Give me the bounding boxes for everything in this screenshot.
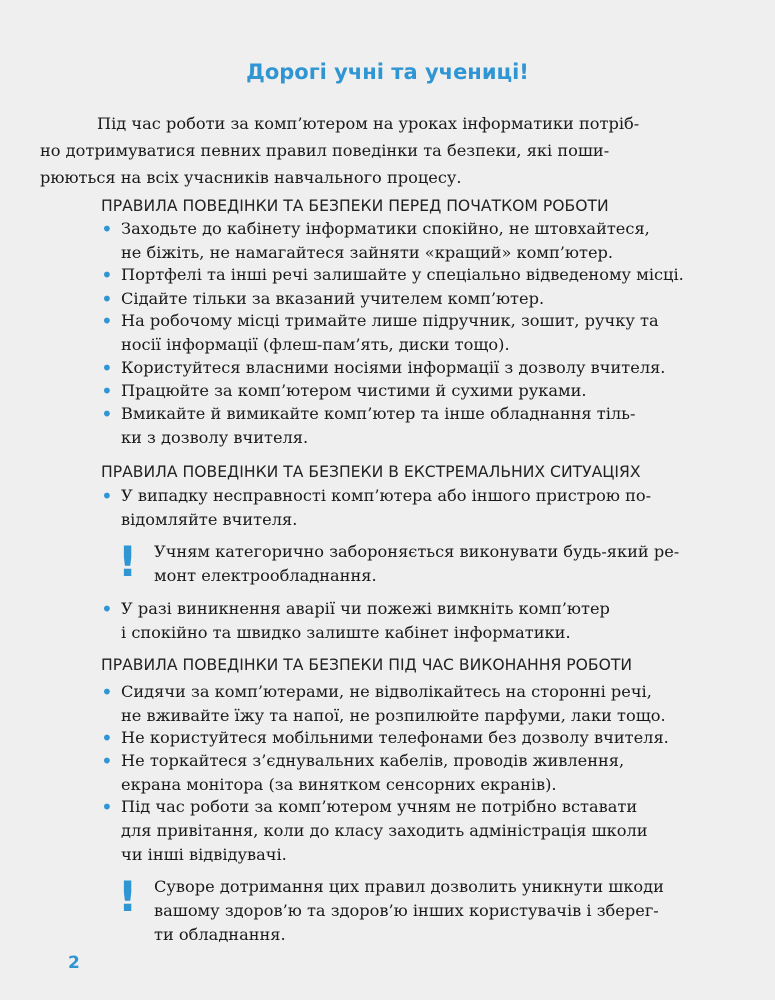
rule-line: У випадку несправності комп’ютера або іншого пристрою по- bbox=[121, 486, 652, 505]
rule-text bbox=[121, 263, 684, 287]
rule-text bbox=[121, 356, 665, 380]
rule-text bbox=[121, 287, 544, 311]
rule-line: для привітання, коли до класу заходить адміністрація школи bbox=[121, 821, 648, 840]
rule-line: На робочому місці тримайте лише підручник, зошит, ручку та bbox=[121, 311, 659, 330]
bullet-icon: • bbox=[101, 402, 113, 426]
section-heading-before-work: ПРАВИЛА ПОВЕДІНКИ ТА БЕЗПЕКИ ПЕРЕД ПОЧАТКОМ РОБОТИ bbox=[101, 197, 609, 215]
rule-line: Заходьте до кабінету інформатики спокійно, не штовхайтеся, bbox=[121, 219, 650, 238]
rule-line: Під час роботи за комп’ютером учням не потрібно вставати bbox=[121, 797, 638, 816]
warning-line: ти обладнання. bbox=[154, 925, 286, 944]
exclamation-icon: ! bbox=[118, 537, 138, 586]
rule-line: Працюйте за комп’ютером чистими й сухими руками. bbox=[121, 381, 587, 400]
rule-text bbox=[121, 309, 659, 357]
rule-text bbox=[121, 484, 651, 532]
bullet-icon: • bbox=[101, 217, 113, 241]
bullet-icon: • bbox=[101, 263, 113, 287]
rule-text bbox=[121, 217, 650, 265]
intro-line: рюються на всіх учасників навчального процесу. bbox=[40, 168, 462, 187]
bullet-icon: • bbox=[101, 680, 113, 704]
rule-text bbox=[121, 597, 610, 645]
warning-text bbox=[154, 875, 664, 947]
rule-line: Користуйтеся власними носіями інформації з дозволу вчителя. bbox=[121, 358, 666, 377]
bullet-icon: • bbox=[101, 309, 113, 333]
warning-line: вашому здоров’ю та здоров’ю інших користувачів і зберег- bbox=[154, 901, 659, 920]
rule-line: ки з дозволу вчителя. bbox=[121, 428, 309, 447]
rule-text bbox=[121, 795, 648, 867]
rule-line: У разі виникнення аварії чи пожежі вимкніть комп’ютер bbox=[121, 599, 610, 618]
rule-line: Сидячи за комп’ютерами, не відволікайтесь на сторонні речі, bbox=[121, 682, 652, 701]
section-heading-during-work: ПРАВИЛА ПОВЕДІНКИ ТА БЕЗПЕКИ ПІД ЧАС ВИКОНАННЯ РОБОТИ bbox=[101, 656, 633, 674]
rule-text bbox=[121, 726, 669, 750]
rule-text bbox=[121, 379, 587, 403]
rule-line: відомляйте вчителя. bbox=[121, 510, 298, 529]
rule-text bbox=[121, 680, 666, 728]
rule-line: Портфелі та інші речі залишайте у спеціально відведеному місці. bbox=[121, 265, 684, 284]
rule-line: не біжіть, не намагайтеся зайняти «кращий» комп’ютер. bbox=[121, 243, 614, 262]
rule-line: чи інші відвідувачі. bbox=[121, 845, 287, 864]
rule-line: Сідайте тільки за вказаний учителем комп’ютер. bbox=[121, 289, 545, 308]
bullet-icon: • bbox=[101, 726, 113, 750]
bullet-icon: • bbox=[101, 379, 113, 403]
section-heading-emergency: ПРАВИЛА ПОВЕДІНКИ ТА БЕЗПЕКИ В ЕКСТРЕМАЛЬНИХ СИТУАЦІЯХ bbox=[101, 463, 641, 481]
intro-line: но дотримуватися певних правил поведінки та безпеки, які поши- bbox=[40, 141, 610, 160]
rule-line: не вживайте їжу та напої, не розпилюйте парфуми, лаки тощо. bbox=[121, 706, 666, 725]
rule-text bbox=[121, 749, 624, 797]
bullet-icon: • bbox=[101, 484, 113, 508]
intro-line: Під час роботи за комп’ютером на уроках інформатики потріб- bbox=[97, 114, 640, 133]
rule-line: екрана монітора (за винятком сенсорних екранів). bbox=[121, 775, 557, 794]
page-title: Дорогі учні та учениці! bbox=[246, 60, 529, 84]
warning-line: Суворе дотримання цих правил дозволить уникнути шкоди bbox=[154, 877, 664, 896]
rule-line: Не торкайтеся з’єднувальних кабелів, проводів живлення, bbox=[121, 751, 625, 770]
bullet-icon: • bbox=[101, 749, 113, 773]
rule-line: носії інформації (флеш-пам’ять, диски тощо). bbox=[121, 335, 510, 354]
page-number: 2 bbox=[68, 953, 80, 973]
exclamation-icon: ! bbox=[118, 872, 138, 921]
bullet-icon: • bbox=[101, 795, 113, 819]
warning-line: монт електрообладнання. bbox=[154, 566, 377, 585]
rule-line: і спокійно та швидко залиште кабінет інформатики. bbox=[121, 623, 571, 642]
intro-paragraph bbox=[40, 110, 738, 191]
bullet-icon: • bbox=[101, 287, 113, 311]
bullet-icon: • bbox=[101, 356, 113, 380]
rule-text bbox=[121, 402, 635, 450]
rule-line: Не користуйтеся мобільними телефонами без дозволу вчителя. bbox=[121, 728, 669, 747]
warning-line: Учням категорично забороняється виконувати будь-який ре- bbox=[154, 542, 680, 561]
warning-text bbox=[154, 540, 679, 588]
rule-line: Вмикайте й вимикайте комп’ютер та інше обладнання тіль- bbox=[121, 404, 636, 423]
bullet-icon: • bbox=[101, 597, 113, 621]
